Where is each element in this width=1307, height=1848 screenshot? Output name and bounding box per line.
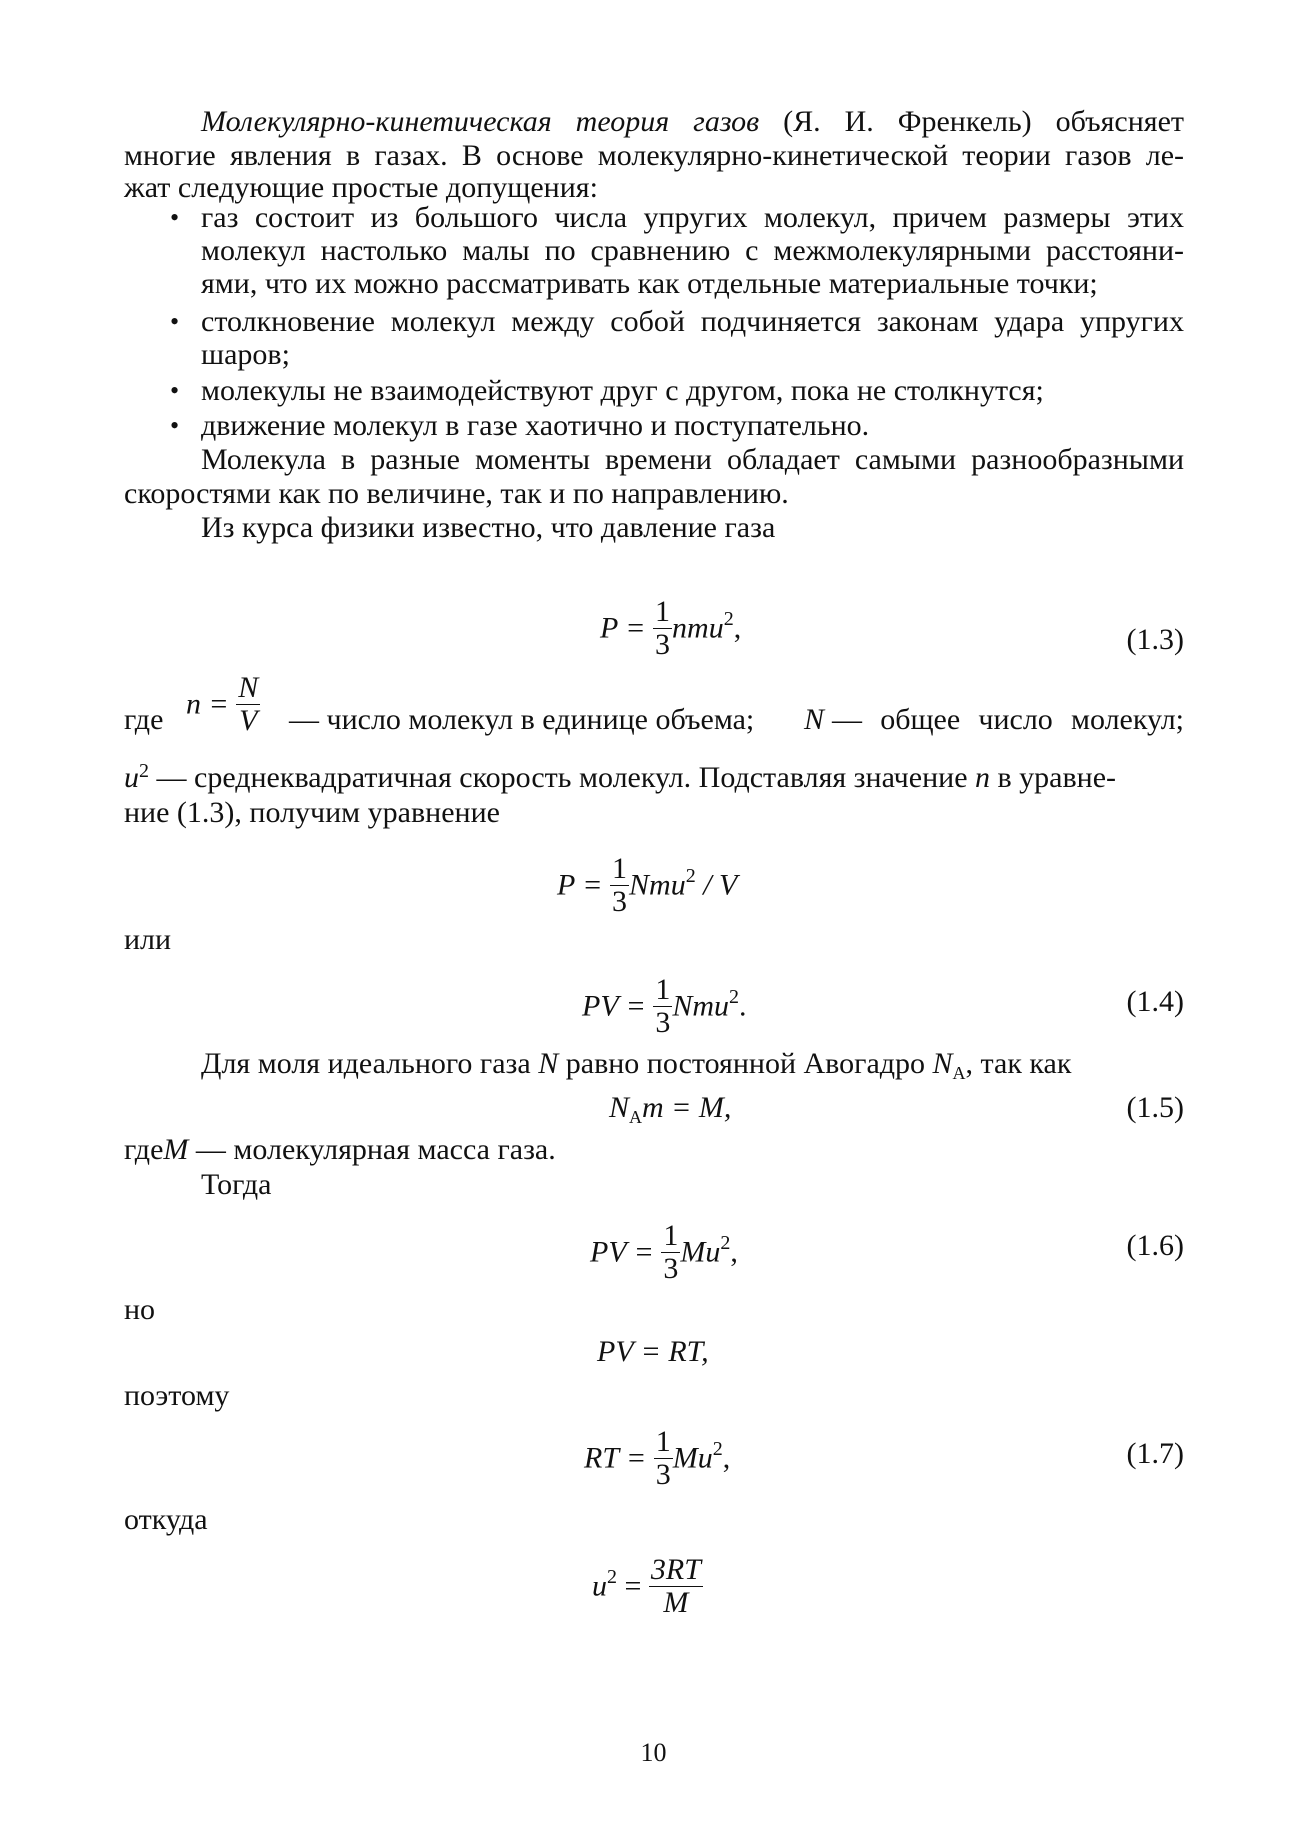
equation-label-1-5: (1.5): [1126, 1091, 1184, 1124]
page-number: 10: [640, 1738, 667, 1767]
bullet-4-line-1: движение молекул в газе хаотично и поступательно.: [201, 409, 870, 442]
fraction: [653, 974, 672, 1039]
fraction: [649, 1554, 703, 1619]
frac-num: 1: [663, 1219, 679, 1252]
fraction: [610, 853, 629, 918]
u2-line-1: [124, 760, 1184, 799]
equation-label-1-6: (1.6): [1126, 1229, 1184, 1262]
fraction: [236, 672, 260, 737]
where-gde: где: [124, 1133, 164, 1166]
fraction: [653, 596, 672, 661]
frac-num: 1: [612, 852, 628, 885]
eq-tail: ,: [733, 611, 742, 645]
equation-1-7: [584, 1425, 731, 1493]
frac-num: N: [238, 671, 259, 704]
bullet-1-line-1: газ состоит из большого числа упругих молекул, причем размеры этих: [201, 201, 1184, 234]
u2-text-1: — среднеквадратичная скорость молекул. Подставляя значение: [156, 761, 968, 794]
eq-sup: 2: [607, 1566, 617, 1589]
frac-num: 1: [655, 1425, 671, 1458]
u2-line-2: ние (1.3), получим уравнение: [124, 796, 500, 829]
equation-label-1-7: (1.7): [1126, 1437, 1184, 1470]
avogadro-text-2: равно постоянной Авогадро: [565, 1047, 926, 1080]
eq-tail: / V: [695, 868, 738, 902]
equation-mid: [557, 852, 738, 920]
eq-tail: .: [739, 989, 747, 1023]
bullet-3-line-1: молекулы не взаимодействуют друг с другом, пока не столкнутся;: [201, 374, 1044, 407]
word-or: или: [124, 923, 172, 956]
frac-den: 3: [655, 1006, 671, 1039]
eq-lhs: P =: [600, 611, 646, 645]
u2-text-2: в уравне-: [997, 761, 1117, 794]
para3-line: Из курса физики известно, что давление газа: [201, 511, 776, 544]
equation-label-1-4: (1.4): [1126, 985, 1184, 1018]
eq-equals: =: [624, 1569, 642, 1603]
avogadro-text-1: Для моля идеального газа: [201, 1047, 531, 1080]
equation-1-3: [600, 595, 742, 663]
equation-label-1-3: (1.3): [1126, 623, 1184, 656]
word-but: но: [124, 1293, 156, 1326]
where-gde: где: [124, 703, 164, 736]
frac-den: V: [236, 704, 260, 737]
eq-rhs: Nmu: [672, 989, 730, 1023]
word-then: Тогда: [201, 1168, 272, 1201]
eq-sup: 2: [729, 986, 740, 1009]
bullet-1-line-2: молекул настолько малы по сравнению с межмолекулярными расстояни-: [201, 234, 1184, 267]
fraction: [654, 1426, 673, 1491]
intro-term: Молекулярно-кинетическая теория газов: [201, 105, 760, 138]
bullet-1-line-3: ями, что их можно рассматривать как отдельные материальные точки;: [201, 267, 1098, 300]
frac-num: 1: [655, 595, 671, 628]
equation-1-6: [590, 1219, 738, 1287]
eq-N-sub: A: [629, 1107, 643, 1127]
eq-sup: 2: [720, 1232, 731, 1255]
bullet-icon: •: [170, 203, 180, 232]
frac-den: 3: [655, 1458, 671, 1491]
eq-rhs: nmu: [672, 611, 724, 645]
n-symbol: n: [975, 761, 991, 794]
word-whence: откуда: [124, 1503, 208, 1536]
eq-rhs: Mu: [680, 1235, 721, 1269]
frac-den: 3: [663, 1252, 679, 1285]
avogadro-line: [201, 1046, 1184, 1085]
u-symbol: u: [124, 761, 139, 794]
eq-lhs: P =: [557, 868, 603, 902]
bullet-2-line-1: столкновение молекул между собой подчиняется законам удара упругих: [201, 305, 1184, 338]
eq-rhs: Mu: [672, 1441, 713, 1475]
where-line-2: [124, 1132, 1184, 1168]
where-text-2: — общее число молекул;: [832, 703, 1184, 736]
bullet-icon: •: [170, 376, 180, 405]
eq-rhs: Nmu: [629, 868, 686, 902]
para2-line-2: скоростями как по величине, так и по направлению.: [124, 477, 789, 510]
frac-den: 3: [655, 628, 671, 661]
avogadro-text-3: , так как: [965, 1047, 1072, 1080]
eq-lhs: RT =: [584, 1441, 647, 1475]
intro-line-2: многие явления в газах. В основе молекулярно-кинетической теории газов ле-: [124, 139, 1184, 172]
word-therefore: поэтому: [124, 1379, 230, 1412]
eq-sup: 2: [685, 865, 696, 888]
equation-1-5: [609, 1090, 731, 1129]
eq-sup: 2: [723, 608, 734, 631]
frac-num: 3RT: [650, 1553, 701, 1586]
eq-N: N: [609, 1091, 630, 1124]
bullet-icon: •: [170, 411, 180, 440]
frac-den: 3: [612, 885, 628, 918]
where-text-1: — число молекул в единице объема;: [289, 703, 755, 736]
frac-den: M: [649, 1586, 703, 1619]
equation-1-4: [582, 973, 747, 1041]
avogadro-NA: N: [932, 1047, 953, 1080]
avogadro-N: N: [538, 1047, 559, 1080]
where-n-equation: [186, 671, 260, 739]
eq-tail: ,: [722, 1441, 731, 1475]
u-sup: 2: [139, 760, 149, 782]
bullet-2-line-2: шаров;: [201, 338, 290, 371]
intro-line-3: жат следующие простые допущения:: [124, 171, 598, 204]
eq-lhs: n =: [186, 687, 229, 721]
avogadro-NA-sub: A: [952, 1063, 966, 1083]
eq-lhs: PV =: [582, 989, 646, 1023]
intro-line-1: [201, 104, 1184, 140]
where-M: M: [163, 1133, 189, 1166]
fraction: [661, 1220, 680, 1285]
eq-tail: ,: [730, 1235, 738, 1269]
equation-pv-rt: PV = RT,: [597, 1335, 709, 1368]
where-N: N: [804, 703, 825, 736]
eq-lhs: PV =: [590, 1235, 654, 1269]
intro-line-1-rest: (Я. И. Френкель) объясняет: [783, 105, 1184, 138]
where-text: — молекулярная масса газа.: [195, 1133, 556, 1166]
bullet-icon: •: [170, 307, 180, 336]
frac-num: 1: [655, 973, 671, 1006]
eq-sup: 2: [712, 1438, 723, 1461]
eq-rest: m = M,: [642, 1091, 732, 1124]
eq-u: u: [592, 1569, 607, 1603]
equation-final: [592, 1553, 703, 1621]
para2-line-1: Молекула в разные моменты времени обладает самыми разнообразными: [201, 443, 1184, 476]
